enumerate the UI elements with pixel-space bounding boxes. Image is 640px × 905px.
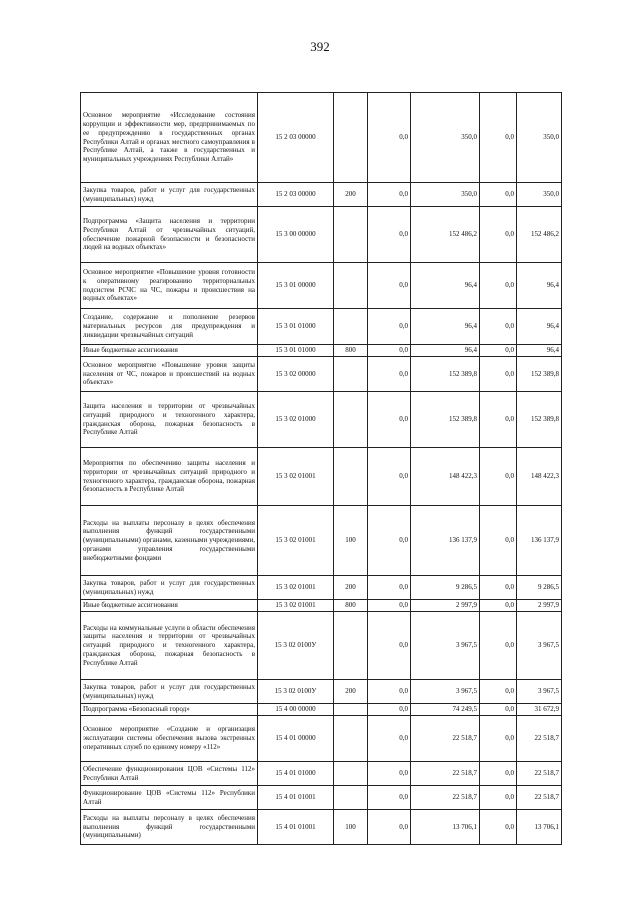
row-value-2: 22 518,7 — [411, 762, 480, 786]
row-expense-type — [334, 786, 368, 810]
table-row — [81, 357, 562, 392]
row-value-4: 152 486,2 — [517, 207, 562, 263]
row-value-1: 0,0 — [368, 506, 411, 576]
row-value-3: 0,0 — [480, 680, 517, 704]
row-expense-type — [334, 309, 368, 345]
row-value-3: 0,0 — [480, 357, 517, 392]
row-value-4: 3 967,5 — [517, 612, 562, 680]
row-value-3: 0,0 — [480, 345, 517, 357]
row-name: Защита населения и территории от чрезвычайных ситуаций природного и техногенного характера, гражданская оборона, пожарная безопасность в Республике Алтай — [81, 392, 258, 448]
table-row — [81, 762, 562, 786]
row-value-3: 0,0 — [480, 600, 517, 612]
row-value-2: 350,0 — [411, 93, 480, 183]
row-name: Основное мероприятие «Исследование состояния коррупции и эффективности мер, предпринимаемых по ее предупреждению в государственных органах Республики Алтай и органах местного самоуправления в Республике Алтай, а также в государственных и муниципальных учреждениях Республики Алтай» — [81, 93, 258, 183]
row-expense-type: 200 — [334, 576, 368, 600]
row-value-3: 0,0 — [480, 576, 517, 600]
row-name: Расходы на коммунальные услуги в области обеспечения защиты населения и территории от чрезвычайных ситуаций природного и техногенного характера, гражданская оборона, пожарная безопасность в Республике Алтай — [81, 612, 258, 680]
row-value-4: 22 518,7 — [517, 762, 562, 786]
row-name: Закупка товаров, работ и услуг для государственных (муниципальных) нужд — [81, 576, 258, 600]
row-code: 15 4 00 00000 — [258, 704, 334, 716]
row-value-3: 0,0 — [480, 716, 517, 762]
row-value-3: 0,0 — [480, 392, 517, 448]
row-value-1: 0,0 — [368, 612, 411, 680]
table-row — [81, 680, 562, 704]
row-code: 15 3 02 01001 — [258, 600, 334, 612]
row-value-4: 96,4 — [517, 263, 562, 309]
row-code: 15 3 02 0100У — [258, 680, 334, 704]
row-value-4: 31 672,9 — [517, 704, 562, 716]
row-name: Иные бюджетные ассигнования — [81, 600, 258, 612]
row-value-4: 350,0 — [517, 93, 562, 183]
row-value-3: 0,0 — [480, 448, 517, 506]
row-name: Обеспечение функционирования ЦОВ «Системы 112» Республики Алтай — [81, 762, 258, 786]
row-value-3: 0,0 — [480, 786, 517, 810]
row-name: Создание, содержание и пополнение резервов материальных ресурсов для предупреждения и ликвидации чрезвычайных ситуаций — [81, 309, 258, 345]
row-name: Расходы на выплаты персоналу в целях обеспечения выполнения функций государственными (муниципальными) — [81, 810, 258, 845]
table-row — [81, 183, 562, 207]
row-expense-type: 200 — [334, 183, 368, 207]
row-expense-type — [334, 392, 368, 448]
row-expense-type — [334, 716, 368, 762]
row-value-1: 0,0 — [368, 392, 411, 448]
row-code: 15 3 00 00000 — [258, 207, 334, 263]
row-value-2: 152 389,8 — [411, 392, 480, 448]
row-value-4: 148 422,3 — [517, 448, 562, 506]
row-value-4: 96,4 — [517, 345, 562, 357]
budget-table — [80, 92, 562, 845]
table-row — [81, 207, 562, 263]
row-value-4: 13 706,1 — [517, 810, 562, 845]
row-code: 15 3 02 0100У — [258, 612, 334, 680]
table-row — [81, 506, 562, 576]
row-value-2: 152 389,8 — [411, 357, 480, 392]
row-value-2: 96,4 — [411, 263, 480, 309]
table-row — [81, 576, 562, 600]
row-code: 15 3 02 00000 — [258, 357, 334, 392]
row-value-1: 0,0 — [368, 716, 411, 762]
page-number: 392 — [310, 39, 330, 54]
row-value-4: 96,4 — [517, 309, 562, 345]
row-value-4: 3 967,5 — [517, 680, 562, 704]
row-code: 15 4 01 01000 — [258, 762, 334, 786]
row-value-1: 0,0 — [368, 183, 411, 207]
row-code: 15 4 01 01001 — [258, 810, 334, 845]
row-value-1: 0,0 — [368, 576, 411, 600]
row-value-2: 96,4 — [411, 345, 480, 357]
row-value-2: 350,0 — [411, 183, 480, 207]
row-expense-type: 200 — [334, 680, 368, 704]
row-code: 15 2 03 00000 — [258, 93, 334, 183]
table-row — [81, 448, 562, 506]
row-value-4: 22 518,7 — [517, 716, 562, 762]
row-value-1: 0,0 — [368, 810, 411, 845]
row-name: Иные бюджетные ассигнования — [81, 345, 258, 357]
table-row — [81, 612, 562, 680]
row-name: Подпрограмма «Безопасный город» — [81, 704, 258, 716]
row-expense-type — [334, 263, 368, 309]
row-value-2: 74 249,5 — [411, 704, 480, 716]
row-value-3: 0,0 — [480, 612, 517, 680]
row-value-1: 0,0 — [368, 93, 411, 183]
row-value-3: 0,0 — [480, 704, 517, 716]
row-name: Мероприятия по обеспечению защиты населения и территории от чрезвычайных ситуаций природного и техногенного характера, гражданская оборона, пожарная безопасность в Республике Алтай — [81, 448, 258, 506]
table-row — [81, 716, 562, 762]
table-body — [81, 93, 562, 845]
row-value-1: 0,0 — [368, 207, 411, 263]
row-code: 15 4 01 00000 — [258, 716, 334, 762]
row-expense-type: 800 — [334, 600, 368, 612]
row-code: 15 2 03 00000 — [258, 183, 334, 207]
table-row — [81, 309, 562, 345]
row-value-3: 0,0 — [480, 309, 517, 345]
row-value-3: 0,0 — [480, 207, 517, 263]
row-value-2: 22 518,7 — [411, 786, 480, 810]
row-name: Подпрограмма «Защита населения и территории Республики Алтай от чрезвычайных ситуаций, обеспечение пожарной безопасности и безопасности людей на водных объектах» — [81, 207, 258, 263]
row-value-1: 0,0 — [368, 448, 411, 506]
table-row — [81, 786, 562, 810]
row-value-3: 0,0 — [480, 183, 517, 207]
row-expense-type: 800 — [334, 345, 368, 357]
table-row — [81, 392, 562, 448]
row-name: Закупка товаров, работ и услуг для государственных (муниципальных) нужд — [81, 183, 258, 207]
table-row — [81, 263, 562, 309]
row-code: 15 3 02 01000 — [258, 392, 334, 448]
row-expense-type — [334, 762, 368, 786]
table-row — [81, 704, 562, 716]
row-expense-type: 100 — [334, 810, 368, 845]
row-value-3: 0,0 — [480, 762, 517, 786]
row-expense-type — [334, 207, 368, 263]
row-code: 15 3 02 01001 — [258, 506, 334, 576]
table-row — [81, 345, 562, 357]
row-expense-type: 100 — [334, 506, 368, 576]
row-value-2: 3 967,5 — [411, 680, 480, 704]
row-value-4: 152 389,8 — [517, 357, 562, 392]
table-row — [81, 600, 562, 612]
table-row — [81, 810, 562, 845]
row-name: Функционирование ЦОВ «Системы 112» Республики Алтай — [81, 786, 258, 810]
row-value-2: 152 486,2 — [411, 207, 480, 263]
row-value-4: 22 518,7 — [517, 786, 562, 810]
row-value-1: 0,0 — [368, 762, 411, 786]
row-value-2: 136 137,9 — [411, 506, 480, 576]
row-value-2: 13 706,1 — [411, 810, 480, 845]
row-expense-type — [334, 448, 368, 506]
row-value-2: 96,4 — [411, 309, 480, 345]
row-value-1: 0,0 — [368, 345, 411, 357]
row-name: Основное мероприятие «Создание и организация эксплуатации системы обеспечения вызова экстренных оперативных служб по единому номеру «112» — [81, 716, 258, 762]
row-value-3: 0,0 — [480, 93, 517, 183]
row-value-2: 3 967,5 — [411, 612, 480, 680]
row-value-4: 350,0 — [517, 183, 562, 207]
row-expense-type — [334, 612, 368, 680]
row-value-2: 2 997,9 — [411, 600, 480, 612]
row-expense-type — [334, 704, 368, 716]
row-value-4: 9 286,5 — [517, 576, 562, 600]
row-code: 15 3 01 01000 — [258, 345, 334, 357]
row-value-1: 0,0 — [368, 786, 411, 810]
row-value-2: 148 422,3 — [411, 448, 480, 506]
row-value-1: 0,0 — [368, 309, 411, 345]
row-value-4: 136 137,9 — [517, 506, 562, 576]
row-value-2: 22 518,7 — [411, 716, 480, 762]
row-code: 15 3 02 01001 — [258, 576, 334, 600]
row-name: Расходы на выплаты персоналу в целях обеспечения выполнения функций государственными (муниципальными) органами, казенными учреждениями, органами управления государственными внебюджетными фондами — [81, 506, 258, 576]
row-code: 15 4 01 01001 — [258, 786, 334, 810]
row-name: Основное мероприятие «Повышение уровня защиты населения от ЧС, пожаров и происшествий на водных объектах» — [81, 357, 258, 392]
row-value-1: 0,0 — [368, 704, 411, 716]
row-value-1: 0,0 — [368, 357, 411, 392]
row-value-3: 0,0 — [480, 263, 517, 309]
row-code: 15 3 01 01000 — [258, 309, 334, 345]
row-expense-type — [334, 357, 368, 392]
row-code: 15 3 01 00000 — [258, 263, 334, 309]
row-value-3: 0,0 — [480, 810, 517, 845]
row-value-4: 2 997,9 — [517, 600, 562, 612]
row-expense-type — [334, 93, 368, 183]
row-value-3: 0,0 — [480, 506, 517, 576]
row-value-2: 9 286,5 — [411, 576, 480, 600]
row-name: Основное мероприятие «Повышение уровня готовности к оперативному реагированию территориальных подсистем РСЧС на ЧС, пожары и происшествия на водных объектах» — [81, 263, 258, 309]
row-value-1: 0,0 — [368, 263, 411, 309]
row-value-1: 0,0 — [368, 600, 411, 612]
row-value-1: 0,0 — [368, 680, 411, 704]
table-row — [81, 93, 562, 183]
row-code: 15 3 02 01001 — [258, 448, 334, 506]
row-name: Закупка товаров, работ и услуг для государственных (муниципальных) нужд — [81, 680, 258, 704]
row-value-4: 152 389,8 — [517, 392, 562, 448]
